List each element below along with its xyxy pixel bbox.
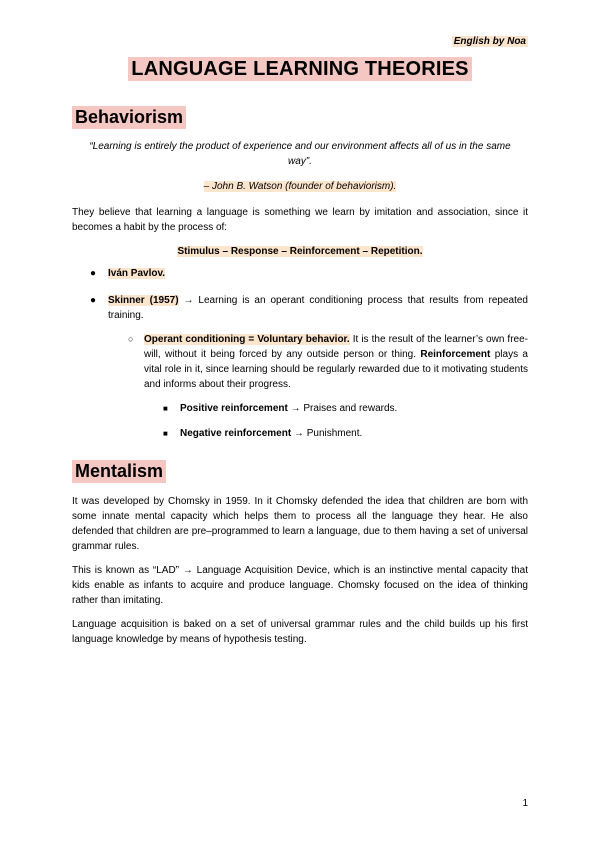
mentalism-paragraph-1: It was developed by Chomsky in 1959. In it Chomsky defended the idea that children are born with some innate mental capacity which helps them to process all the language they hear. He also defended that children are pre–programmed to learn a language, due to them having a set of universal grammar rules. [72,496,528,552]
behaviorism-heading: Behaviorism [72,106,186,129]
skinner-text: → Learning is an operant conditioning process that results from repeated training. [108,295,528,321]
quote-attribution [72,179,528,194]
bullet-dot: ● [90,268,97,279]
mentalism-paragraph-3: Language acquisition is baked on a set of universal grammar rules and the child builds up his first language knowledge by means of hypothesis testing. [72,619,528,645]
sub-bullet-square: ■ [163,404,168,413]
operant-text-2: plays a vital role in it, since learning should be regularly rewarded due to it motivating students and informs about their progress. [144,349,528,390]
bullet-dot: ● [90,295,97,306]
bullet-positive [180,401,528,416]
bullet-skinner [108,293,528,323]
negative-term: Negative reinforcement [180,428,292,439]
page-number: 1 [522,798,528,809]
sub-bullet-circle: ○ [128,334,134,344]
mentalism-paragraph-2: This is known as “LAD” → Language Acquisition Device, which is an instinctive mental capacity that kids enable as infants to acquire and produce language. Chomsky focused on the idea of thinking rather than imitating. [72,565,528,606]
mentalism-heading: Mentalism [72,460,166,483]
reinforcement-term: Reinforcement [420,349,491,360]
bullet-operant [144,332,528,392]
behaviorism-intro: They believe that learning a language is something we learn by imitation and association, since it becomes a habit by the process of: [72,207,528,233]
positive-term: Positive reinforcement [180,403,288,414]
bullet-negative [180,426,528,441]
watson-quote: “Learning is entirely the product of experience and our environment affects all of us in the same way”. [89,141,511,167]
operant-text-1: It is the result of the learner’s own free-will, without it being forced by any outside person or thing. [144,334,528,360]
operant-term: Operant conditioning = Voluntary behavior. [144,334,350,345]
negative-text: → Punishment. [291,428,363,439]
sub-bullet-square: ■ [163,429,168,438]
page-title: LANGUAGE LEARNING THEORIES [128,57,471,81]
page-title-wrapper [0,58,600,81]
positive-text: → Praises and rewards. [287,403,398,414]
process-line [72,244,528,259]
bullet-pavlov [108,266,528,281]
pavlov-name: Iván Pavlov. [108,268,166,279]
skinner-name: Skinner (1957) [108,295,179,306]
process-text: Stimulus – Response – Reinforcement – Repetition. [177,246,423,257]
header-tag: English by Noa [453,36,526,47]
attribution-text: – John B. Watson (founder of behaviorism). [203,181,397,192]
